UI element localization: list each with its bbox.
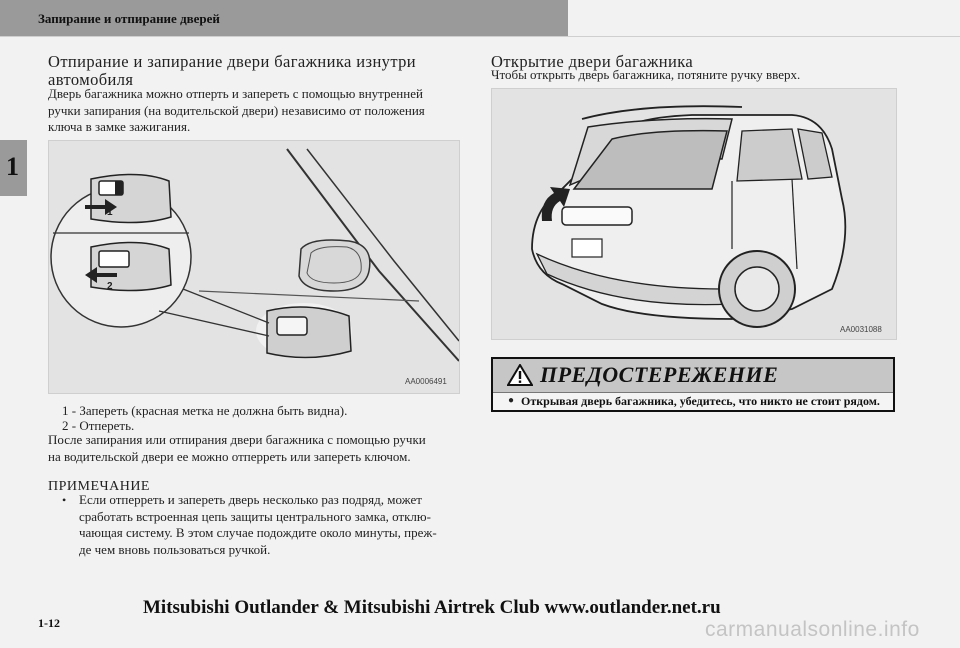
chapter-tab: [0, 140, 27, 196]
car-rear-illustration: [492, 89, 896, 339]
caption-unlock: 2 - Отпереть.: [62, 418, 135, 433]
callout-2: 2: [107, 281, 113, 292]
note-line: сработать встроенная цепь защиты центрального замка, отклю-: [79, 508, 431, 524]
warning-header: [493, 359, 893, 393]
right-section-title: Открытие двери багажника: [491, 52, 694, 71]
left-section-title-cont: автомобиля: [48, 70, 134, 89]
warning-triangle-icon: [507, 364, 533, 386]
warning-box: [491, 357, 895, 412]
right-section-body: Чтобы открыть дверь багажника, потяните ручку вверх.: [491, 67, 801, 82]
note-bullet: •: [62, 493, 67, 507]
caption-lock: 1 - Запереть (красная метка не должна быть видна).: [62, 403, 348, 418]
note-line: де чем вновь пользоваться ручкой.: [79, 541, 271, 557]
note-line: чающая систему. В этом случае подождите около минуты, преж-: [79, 525, 437, 540]
note-line: Если отперреть и запереть дверь несколько раз подряд, может: [79, 492, 422, 507]
body-line: на водительской двери ее можно отперреть или запереть ключом.: [48, 448, 411, 464]
warning-bullet: ●: [508, 395, 515, 406]
left-section-body: [48, 86, 468, 136]
header-rule: [0, 36, 960, 37]
warning-text: Открывая дверь багажника, убедитесь, что никто не стоит рядом.: [521, 394, 880, 408]
body-line: После запирания или отпирания двери багажника с помощью ручки: [48, 432, 426, 447]
door-handle-figure: [48, 140, 460, 394]
watermark: carmanualsonline.info: [705, 618, 920, 641]
body-line: Дверь багажника можно отперть и запереть с помощью внутренней: [48, 86, 423, 101]
footer-club-text: Mitsubishi Outlander & Mitsubishi Airtrek Club www.outlander.net.ru: [143, 597, 721, 618]
callout-1: 1: [107, 207, 113, 218]
left-section-title: Отпирание и запирание двери багажника изнутри: [48, 52, 417, 71]
body-line: ручки запирания (на водительской двери) независимо от положения: [48, 102, 425, 118]
figure-code: AA0006491: [405, 377, 447, 386]
body-line: ключа в замке зажигания.: [48, 119, 191, 134]
page-number: 1-12: [38, 616, 60, 630]
tailgate-figure: [491, 88, 897, 340]
figure-code: AA0031088: [840, 325, 882, 334]
chapter-number: 1: [6, 152, 19, 181]
note-title: ПРИМЕЧАНИЕ: [48, 479, 150, 494]
header-title: Запирание и отпирание дверей: [38, 11, 220, 26]
note-text: [79, 492, 449, 558]
left-after-text: [48, 432, 468, 465]
warning-title: ПРЕДОСТЕРЕЖЕНИЕ: [540, 362, 779, 387]
door-handle-illustration: [49, 141, 459, 393]
